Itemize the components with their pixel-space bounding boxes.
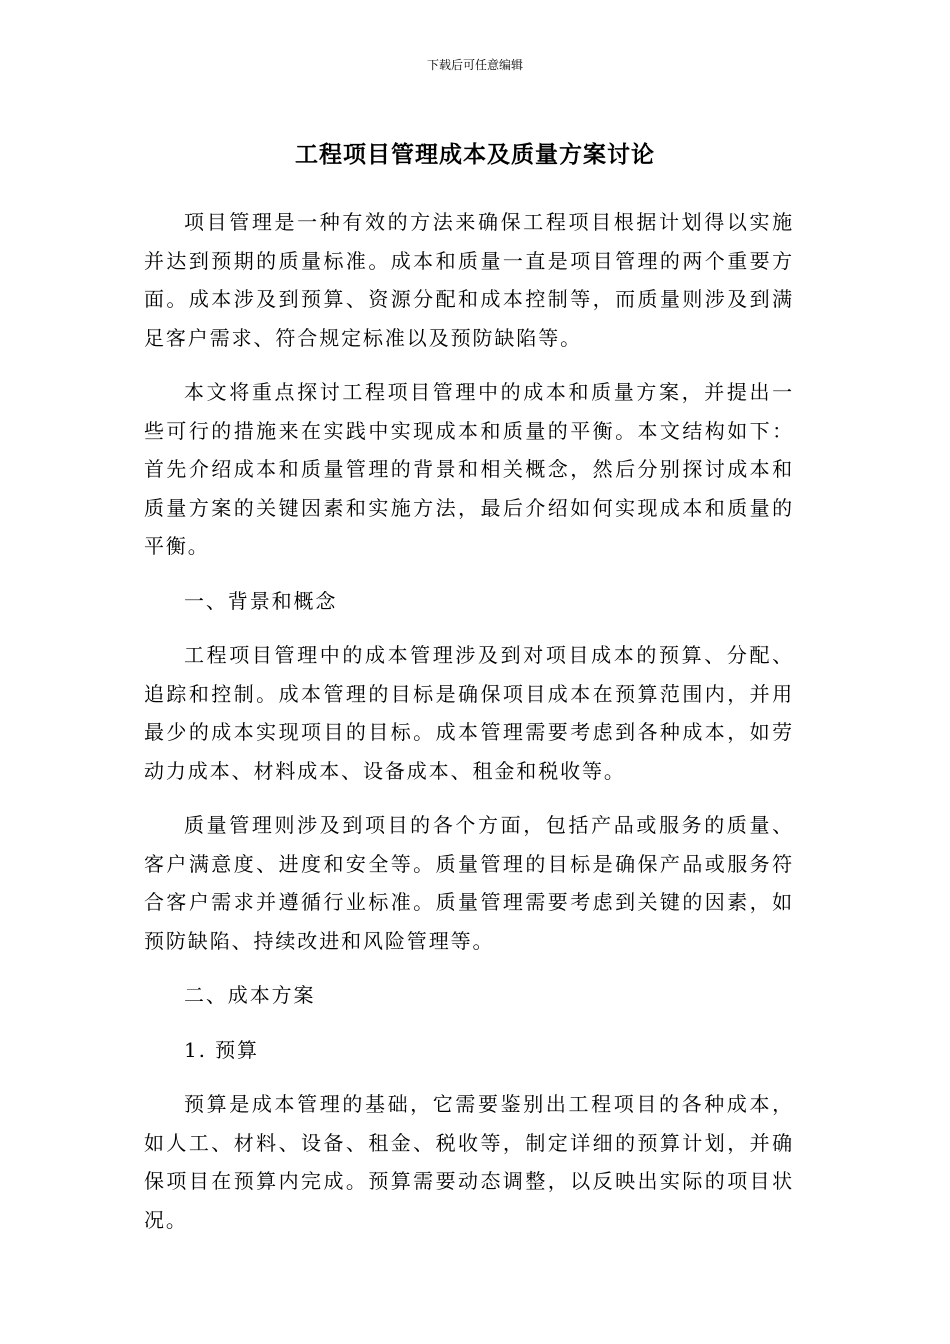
paragraph-budget: 预算是成本管理的基础，它需要鉴别出工程项目的各种成本，如人工、材料、设备、租金、税收等，制定详细的预算计划，并确保项目在预算内完成。预算需要动态调整，以反映出实际的项目状况。 (144, 1092, 794, 1232)
paragraph-quality-management: 质量管理则涉及到项目的各个方面，包括产品或服务的质量、客户满意度、进度和安全等。质量管理的目标是确保产品或服务符合客户需求并遵循行业标准。质量管理需要考虑到关键的因素，如预防缺陷、持续改进和风险管理等。 (144, 813, 794, 953)
subsection-heading-budget: 1. 预算 (184, 1037, 259, 1062)
document-body (144, 203, 794, 1255)
paragraph-cost-management: 工程项目管理中的成本管理涉及到对项目成本的预算、分配、追踪和控制。成本管理的目标是确保项目成本在预算范围内，并用最少的成本实现项目的目标。成本管理需要考虑到各种成本，如劳动力成本、材料成本、设备成本、租金和税收等。 (144, 643, 794, 783)
paragraph-intro: 项目管理是一种有效的方法来确保工程项目根据计划得以实施并达到预期的质量标准。成本和质量一直是项目管理的两个重要方面。成本涉及到预算、资源分配和成本控制等，而质量则涉及到满足客户需求、符合规定标准以及预防缺陷等。 (144, 210, 794, 350)
document-title: 工程项目管理成本及质量方案讨论 (295, 142, 655, 168)
header-note: 下载后可任意编辑 (426, 58, 523, 72)
section-heading-cost-plan: 二、成本方案 (184, 983, 316, 1007)
section-heading-background: 一、背景和概念 (184, 588, 338, 613)
paragraph-structure: 本文将重点探讨工程项目管理中的成本和质量方案，并提出一些可行的措施来在实践中实现成本和质量的平衡。本文结构如下：首先介绍成本和质量管理的背景和相关概念，然后分别探讨成本和质量方案的关键因素和实施方法，最后介绍如何实现成本和质量的平衡。 (144, 380, 794, 558)
